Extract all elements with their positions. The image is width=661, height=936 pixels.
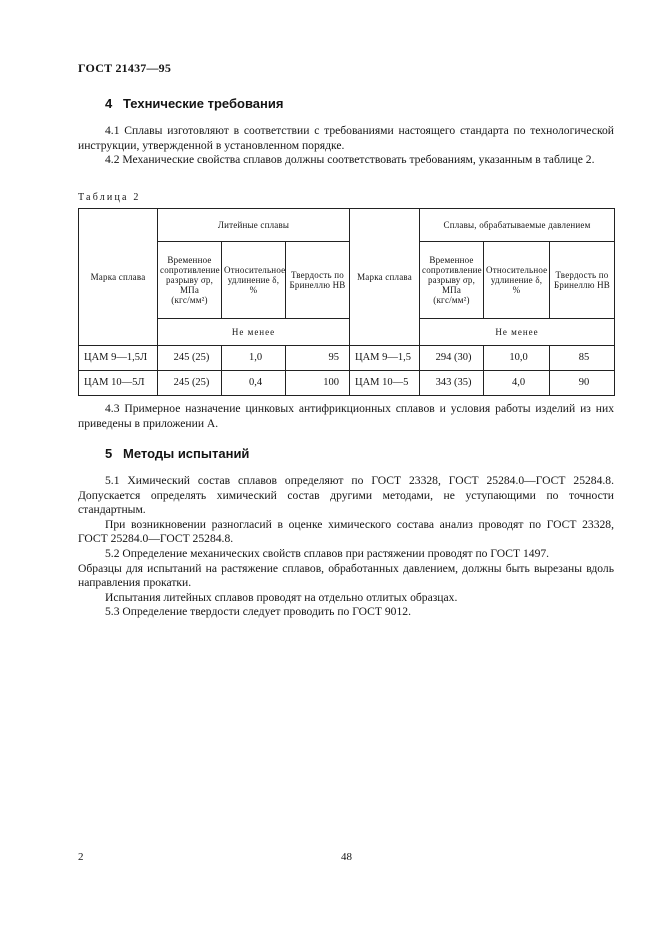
col-strength-cast-label: Временное сопротивление разрыву σр, МПа bbox=[160, 255, 220, 295]
col-strength-wrought-label: Временное сопротивление разрыву σр, МПа bbox=[422, 255, 482, 295]
col-strength-wrought bbox=[420, 242, 484, 319]
col-elongation-cast: Относительное удлинение δ, % bbox=[222, 242, 286, 319]
col-strength-cast bbox=[158, 242, 222, 319]
table-row bbox=[79, 346, 615, 371]
section-5-number: 5 bbox=[105, 446, 113, 461]
col-strength-wrought-unit: (кгс/мм²) bbox=[433, 295, 470, 305]
cast-hardness-cell: 95 bbox=[286, 346, 350, 371]
section-4-heading bbox=[105, 96, 283, 111]
cast-hardness-cell: 100 bbox=[286, 371, 350, 396]
paragraph-5-2: 5.2 Определение механических свойств сплавов при растяжении проводят по ГОСТ 1497. bbox=[105, 546, 550, 560]
wrought-elongation-cell: 4,0 bbox=[484, 371, 550, 396]
cast-elongation-cell: 1,0 bbox=[222, 346, 286, 371]
cast-grade-cell: ЦАМ 9—1,5Л bbox=[79, 346, 158, 371]
section-5-heading bbox=[105, 446, 249, 461]
col-strength-cast-unit: (кгс/мм²) bbox=[171, 295, 208, 305]
cast-strength-cell: 245 (25) bbox=[158, 371, 222, 396]
cast-grade-cell: ЦАМ 10—5Л bbox=[79, 371, 158, 396]
group-wrought-alloys: Сплавы, обрабатываемые давлением bbox=[420, 209, 615, 242]
wrought-grade-cell: ЦАМ 10—5 bbox=[350, 371, 420, 396]
paragraph-4-1: 4.1 Сплавы изготовляют в соответствии с требованиями настоящего стандарта по технологической инструкции, утвержденной в установленном порядке. bbox=[78, 124, 614, 152]
table-caption: Таблица 2 bbox=[78, 192, 141, 203]
paragraph-4-2: 4.2 Механические свойства сплавов должны соответствовать требованиям, указанным в таблице 2. bbox=[105, 153, 595, 167]
paragraph-5-3: 5.3 Определение твердости следует проводить по ГОСТ 9012. bbox=[105, 605, 411, 619]
section-4-number: 4 bbox=[105, 96, 113, 111]
wrought-strength-cell: 343 (35) bbox=[420, 371, 484, 396]
section-5-title: Методы испытаний bbox=[123, 446, 250, 461]
running-header: ГОСТ 21437—95 bbox=[78, 61, 172, 75]
wrought-elongation-cell: 10,0 bbox=[484, 346, 550, 371]
table-row bbox=[79, 371, 615, 396]
col-elongation-wrought: Относительное удлинение δ, % bbox=[484, 242, 550, 319]
col-grade-wrought: Марка сплава bbox=[350, 209, 420, 346]
cast-elongation-cell: 0,4 bbox=[222, 371, 286, 396]
paragraph-5-2-samples: Образцы для испытаний на растяжение сплавов, обработанных давлением, должны быть вырезаны вдоль направления прокатки. bbox=[78, 561, 614, 590]
cast-strength-cell: 245 (25) bbox=[158, 346, 222, 371]
section-4-body bbox=[78, 124, 614, 168]
wrought-hardness-cell: 90 bbox=[550, 371, 615, 396]
paragraph-5-2-cast: Испытания литейных сплавов проводят на отдельно отлитых образцах. bbox=[105, 590, 458, 604]
wrought-hardness-cell: 85 bbox=[550, 346, 615, 371]
col-grade-cast: Марка сплава bbox=[79, 209, 158, 346]
paragraph-5-1-note: При возникновении разногласий в оценке химического состава анализ проводят по ГОСТ 23328, ГОСТ 25284.0—ГОСТ 25284.8. bbox=[78, 517, 614, 546]
paragraph-5-1: 5.1 Химический состав сплавов определяют по ГОСТ 23328, ГОСТ 25284.0—ГОСТ 25284.8. Допускается определять химический состав другими методами, не уступающими по точности стандартным. bbox=[78, 474, 614, 517]
paragraph-4-3-block bbox=[78, 402, 614, 431]
wrought-grade-cell: ЦАМ 9—1,5 bbox=[350, 346, 420, 371]
group-cast-alloys: Литейные сплавы bbox=[158, 209, 350, 242]
section-4-title: Технические требования bbox=[123, 96, 284, 111]
min-label-wrought: Не менее bbox=[420, 319, 615, 346]
table-2 bbox=[78, 208, 615, 396]
col-hardness-wrought: Твердость по Бринеллю НВ bbox=[550, 242, 615, 319]
paragraph-4-3: 4.3 Примерное назначение цинковых антифрикционных сплавов и условия работы изделий из них приведены в приложении А. bbox=[78, 402, 614, 430]
col-hardness-cast: Твердость по Бринеллю НВ bbox=[286, 242, 350, 319]
section-5-body bbox=[78, 474, 614, 620]
page-number-center: 48 bbox=[341, 851, 352, 863]
page-number-left: 2 bbox=[78, 851, 84, 863]
wrought-strength-cell: 294 (30) bbox=[420, 346, 484, 371]
min-label-cast: Не менее bbox=[158, 319, 350, 346]
